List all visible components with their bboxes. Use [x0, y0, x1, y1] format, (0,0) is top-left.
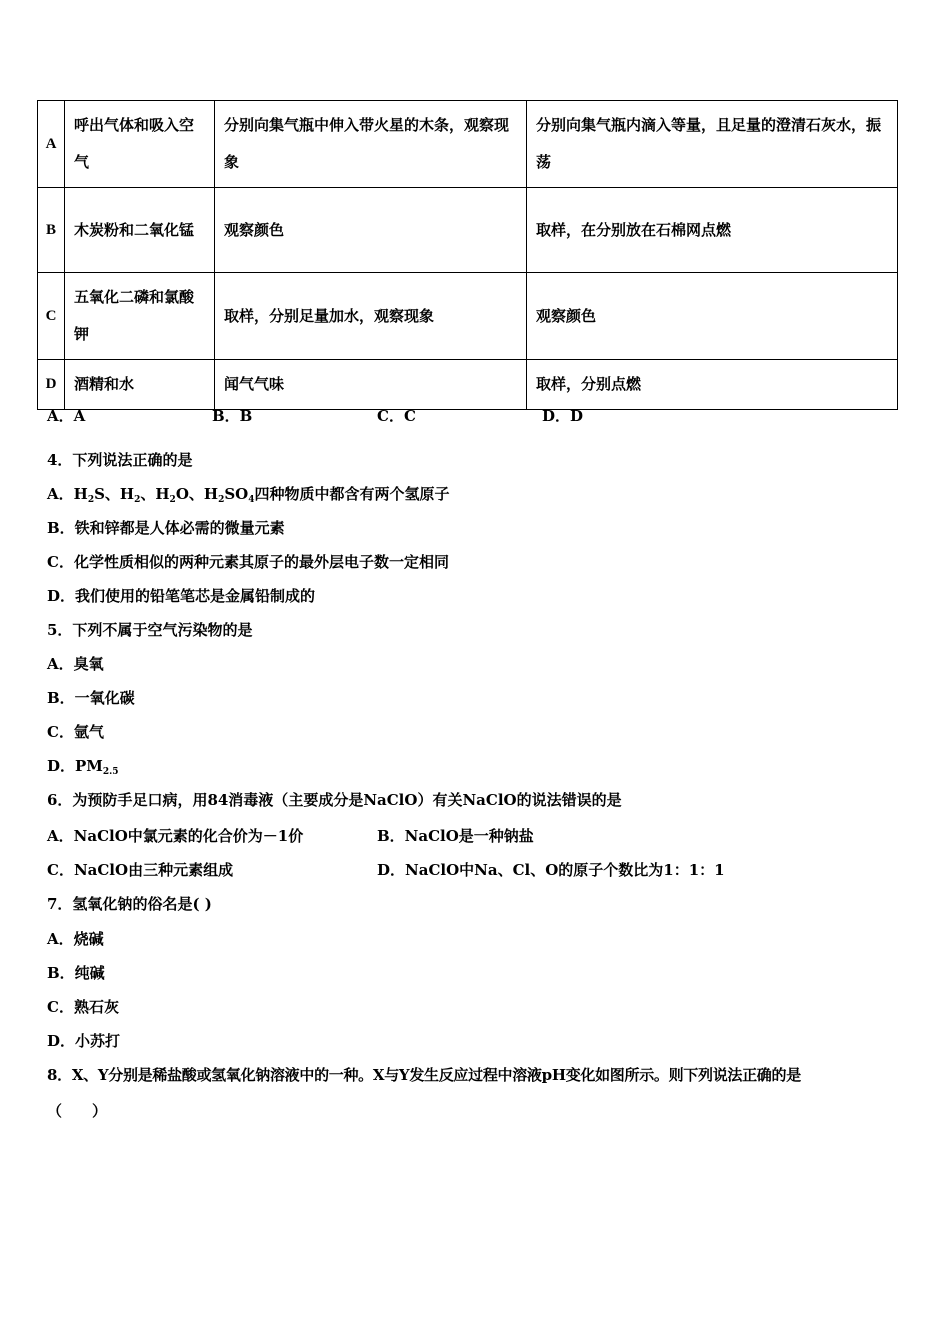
q4-a-text: SO: [224, 485, 249, 503]
table-cell: 五氧化二磷和氯酸钾: [65, 273, 215, 360]
table-cell: 闻气气味: [215, 360, 527, 410]
choice-c[interactable]: C．C: [377, 407, 416, 425]
table-row: [38, 273, 898, 360]
q7-choice-c[interactable]: C．熟石灰: [47, 998, 119, 1016]
q5-d-text: D．PM: [47, 757, 103, 775]
subscript: 2: [87, 495, 95, 505]
subscript: 4: [248, 495, 255, 505]
subscript: 2.5: [102, 767, 119, 777]
row-letter: D: [38, 360, 65, 410]
table-row: [38, 101, 898, 188]
q4-choice-d[interactable]: D．我们使用的铅笔笔芯是金属铅制成的: [47, 587, 316, 605]
options-table: [37, 100, 898, 410]
q4-a-text: O、H: [175, 485, 219, 503]
q6-stem: 6．为预防手足口病，用84消毒液（主要成分是NaClO）有关NaClO的说法错误的是: [47, 791, 622, 809]
choice-a[interactable]: A．A: [47, 407, 86, 425]
table-cell: 分别向集气瓶内滴入等量，且足量的澄清石灰水，振荡: [527, 101, 898, 188]
table-cell: 取样，分别点燃: [527, 360, 898, 410]
q4-choice-b[interactable]: B．铁和锌都是人体必需的微量元素: [47, 519, 285, 537]
q4-choice-c[interactable]: C．化学性质相似的两种元素其原子的最外层电子数一定相同: [47, 553, 449, 571]
q4-choice-a[interactable]: [47, 483, 450, 505]
q8-stem: 8．X、Y分别是稀盐酸或氢氧化钠溶液中的一种。X与Y发生反应过程中溶液pH变化如图所示。则下列说法正确的是: [47, 1066, 801, 1084]
q7-stem: 7．氢氧化钠的俗名是( ): [47, 895, 212, 913]
q7-choice-b[interactable]: B．纯碱: [47, 964, 105, 982]
q4-a-text: 四种物质中都含有两个氢原子: [254, 485, 450, 503]
q6-choice-a[interactable]: A．NaClO中氯元素的化合价为－1价: [47, 827, 304, 845]
q5-stem: 5．下列不属于空气污染物的是: [47, 621, 253, 639]
table-cell: 观察颜色: [215, 188, 527, 273]
table-cell: 分别向集气瓶中伸入带火星的木条，观察现象: [215, 101, 527, 188]
table-cell: 取样，在分别放在石棉网点燃: [527, 188, 898, 273]
choice-d[interactable]: D．D: [542, 407, 584, 425]
q4-a-text: A．H: [47, 485, 88, 503]
q4-a-text: S、H: [94, 485, 135, 503]
row-letter: A: [38, 101, 65, 188]
q8-answer-paren: （ ）: [47, 1102, 108, 1120]
q5-choice-d[interactable]: [47, 755, 119, 777]
choice-b[interactable]: B．B: [212, 407, 253, 425]
table-cell: 观察颜色: [527, 273, 898, 360]
row-letter: C: [38, 273, 65, 360]
table-cell: 取样，分别足量加水，观察现象: [215, 273, 527, 360]
q5-choice-b[interactable]: B．一氧化碳: [47, 689, 135, 707]
q5-choice-a[interactable]: A．臭氧: [47, 655, 104, 673]
row-letter: B: [38, 188, 65, 273]
subscript: 2: [169, 495, 176, 505]
q6-choice-b[interactable]: B．NaClO是一种钠盐: [377, 827, 534, 845]
q4-a-text: 、H: [140, 485, 170, 503]
table-row: [38, 360, 898, 410]
q7-choice-d[interactable]: D．小苏打: [47, 1032, 121, 1050]
table-cell: 呼出气体和吸入空气: [65, 101, 215, 188]
q6-choice-c[interactable]: C．NaClO由三种元素组成: [47, 861, 234, 879]
q6-choice-d[interactable]: D．NaClO中Na、Cl、O的原子个数比为1：1：1: [377, 861, 725, 879]
q4-stem: 4．下列说法正确的是: [47, 451, 193, 469]
q7-choice-a[interactable]: A．烧碱: [47, 930, 104, 948]
q5-choice-c[interactable]: C．氩气: [47, 723, 104, 741]
subscript: 2: [134, 495, 141, 505]
table-row: [38, 188, 898, 273]
subscript: 2: [218, 495, 225, 505]
table-cell: 酒精和水: [65, 360, 215, 410]
table-cell: 木炭粉和二氧化锰: [65, 188, 215, 273]
